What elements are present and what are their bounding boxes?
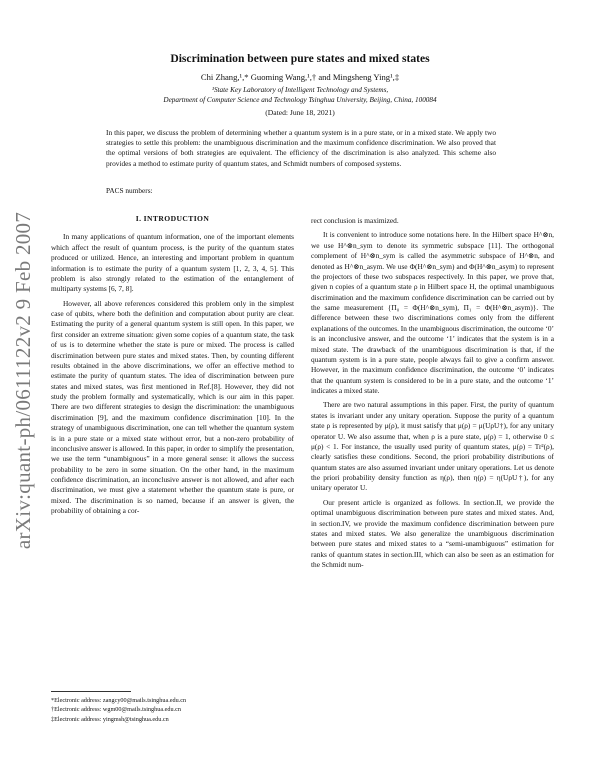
paper-title: Discrimination between pure states and mixed states: [170, 52, 430, 65]
body-paragraph: It is convenient to introduce some notations here. In the Hilbert space H^⊗n, we use H^⊗n_sym to denote its symmetric subspace [11]. The orthogonal complement of H^⊗n_sym is called the asymmetric subspace of H^⊗n, and denoted as H^⊗n_asym. We use Φ(H^⊗n_sym) and Φ(H^⊗n_asym) to represent the projectors of these two subspaces respectively. In this paper, we prove that, given n copies of a quantum state ρ in Hilbert space H, the optimal unambiguous discrimination and the maximum confidence discrimination can be carried out by the same measurement {Π₀ = Φ(H^⊗n_sym), Π₁ = Φ(H^⊗n_asym)}. The difference between these two discriminations comes only from the different explanations of the outcomes. In the unambiguous discrimination, the outcome ‘0’ is an inconclusive answer, and the outcome ‘1’ indicates that the system is in a mixed state. The drawback of the unambiguous discrimination is that, if the quantum system is in a pure state, people always fail to give a confirm answer. However, in the maximum confidence discrimination, the outcome ‘0’ indicates that the quantum system is considered to be in a pure state, and the outcome ‘1’ indicates a mixed state.: [311, 230, 554, 395]
body-paragraph: There are two natural assumptions in this paper. First, the purity of quantum states is invariant under any unitary operation. Suppose the purity of a quantum state ρ is represented by μ(ρ), it must satisfy that μ(ρ) = μ(UρU†), for any unitary operator U. We also assume that, when ρ is a pure state, μ(ρ) = 1, otherwise 0 ≤ μ(ρ) < 1. For instance, the usually used purity of quantum states, μ(ρ) = Tr²(ρ), clearly satisfies these conditions. Second, the priori probability distributions of quantum states are also assumed invariant under unitary operations. Let us denote the priori probability density function as η(ρ), then η(ρ) = η(UρU†), for any unitary operator U.: [311, 400, 554, 493]
right-column: [311, 216, 554, 574]
footnote: *Electronic address: zangcy00@mails.tsinghua.edu.cn: [51, 697, 187, 704]
footnote: ‡Electronic address: yingmsh@tsinghua.edu.cn: [51, 715, 169, 723]
arxiv-stamp: [4, 210, 44, 550]
footnotes: [51, 696, 294, 724]
left-column: [51, 214, 294, 521]
footnote-rule: [51, 691, 131, 692]
dated-line: (Dated: June 18, 2021): [265, 108, 335, 117]
author-list: Chi Zhang,¹,* Guoming Wang,¹,† and Mingsheng Ying¹,‡: [200, 72, 400, 82]
body-paragraph: In many applications of quantum information, one of the important elements which affect the result of quantum process, is the purity of the quantum states produced or utilized. Hence, an interesting and important problem in quantum information is to estimate the purity of a quantum system [1, 2, 3, 4, 5]. This problem is also strongly related to the estimation of the entanglement of multiparty systems [6, 7, 8].: [51, 232, 294, 294]
abstract: In this paper, we discuss the problem of determining whether a quantum system is in a pure state, or in a mixed state. We apply two strategies to settle this problem: the unambiguous discrimination and the maximum confidence discrimination. We also proved that the optimal versions of both strategies are equivalent. The efficiency of the discrimination is also analyzed. This scheme also provides a method to estimate purity of quantum states, and Schmidt numbers of composed systems.: [106, 128, 496, 168]
body-paragraph: Our present article is organized as follows. In section.II, we provide the optimal unambiguous discrimination between pure states and mixed states. And, in section.IV, we provide the maximum confidence discrimination between pure states and mixed states. We also generalize the unambiguous discrimination between pure states and mixed states to a “semi-unambiguous” estimation for ranks of quantum states in section.III, which can also be seen as an estimation for the Schmidt num-: [311, 497, 554, 569]
affiliation-line-2: Department of Computer Science and Technology Tsinghua University, Beijing, China, 100084: [163, 96, 437, 104]
affiliation-line-1: ¹State Key Laboratory of Intelligent Technology and Systems,: [211, 86, 389, 94]
pacs-numbers: PACS numbers:: [106, 186, 153, 195]
body-paragraph: However, all above references considered this problem only in the simplest case of qubits, where both the definition and computation about purity are clear. Estimating the purity of a general quantum system is still open. In this paper, we first consider an extreme situation: given some copies of a quantum state, the task of us is to determine whether the state is pure or mixed. The process is called discrimination between pure states and mixed states. Then, by counting different results obtained in the above discriminations, we offer an effective method to estimate the purity of quantum states. The idea of discrimination between pure states and mixed states, was first mentioned in Ref.[8]. However, they did not study the problem formally and systematically, which is our aim in this paper. There are two different strategies to design the discrimination: the unambiguous discrimination [9], and the maximum confidence discrimination [10]. In the strategy of unambiguous discrimination, one can tell whether the quantum system is in a pure state or a mixed state without error, but a non-zero probability of inconclusive answer is allowed. In this paper, in order to simplify the presentation, we use the term “unambiguous” in a more general sense: it allows the success probability to be zero in some situation. On the other hand, in the maximum confidence discrimination, an inconclusive answer is not allowed, and after each discrimination, we must give a statement whether the quantum state is pure, or mixed. The discrimination is so named, because if an answer is given, the probability of obtaining a cor-: [51, 298, 294, 516]
arxiv-stamp-text: arXiv:quant-ph/0611122v2 9 Feb 2007: [11, 211, 36, 549]
affiliation: [40, 85, 560, 105]
body-paragraph: rect conclusion is maximized.: [311, 216, 399, 225]
section-heading: I. INTRODUCTION: [135, 214, 210, 223]
footnote: †Electronic address: wgm00@mails.tsinghua.edu.cn: [51, 706, 181, 714]
